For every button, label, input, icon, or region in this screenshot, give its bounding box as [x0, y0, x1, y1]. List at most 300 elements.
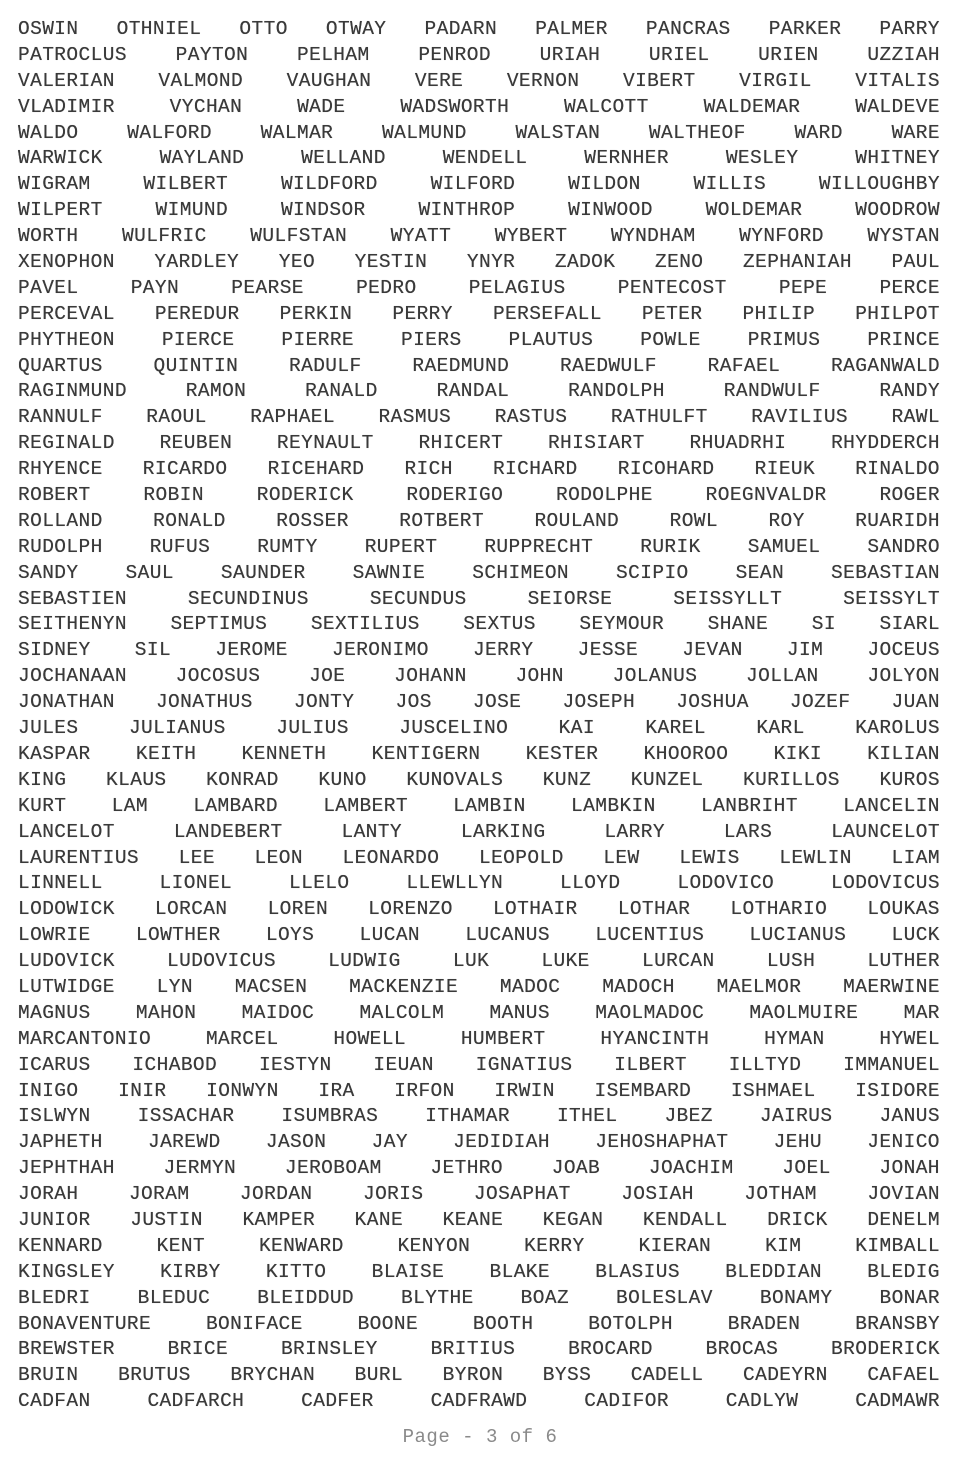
name-entry: LARS [723, 820, 773, 843]
name-line [18, 821, 940, 847]
name-entry: PLAUTUS [508, 328, 594, 351]
name-line [18, 96, 940, 122]
name-entry: JORAH [18, 1183, 79, 1206]
name-entry: KARL [756, 717, 805, 740]
name-entry: QUINTIN [153, 354, 239, 377]
name-entry: JAY [371, 1131, 408, 1154]
name-entry: LUCIANUS [749, 924, 847, 947]
name-line [18, 432, 940, 458]
name-line [18, 1338, 940, 1364]
name-entry: KERRY [524, 1234, 585, 1257]
name-line [18, 1028, 940, 1054]
name-line [18, 743, 940, 769]
name-line [18, 70, 940, 96]
name-entry: RICOHARD [617, 458, 715, 481]
name-entry: LORENZO [368, 898, 453, 921]
name-entry: KENT [156, 1234, 206, 1257]
name-entry: WAYLAND [159, 147, 245, 170]
name-entry: MARCANTONIO [18, 1027, 152, 1050]
name-entry: KURILLOS [743, 768, 840, 791]
name-entry: MAOLMUIRE [749, 1001, 859, 1024]
name-entry: UZZIAH [867, 43, 940, 66]
name-entry: PARRY [879, 18, 940, 40]
name-line [18, 355, 940, 381]
name-entry: RURIK [640, 535, 701, 558]
name-line [18, 588, 940, 614]
name-entry: INIGO [18, 1079, 79, 1102]
name-entry: JORIS [362, 1183, 424, 1206]
name-entry: ILBERT [614, 1053, 687, 1076]
name-entry: BOAZ [520, 1286, 570, 1309]
name-entry: CADMAWR [855, 1390, 940, 1413]
name-entry: VERE [414, 69, 464, 92]
name-entry: WILDFORD [280, 173, 378, 196]
name-entry: POWLE [640, 328, 701, 351]
name-entry: PEREDUR [154, 302, 240, 325]
name-entry: WELLAND [301, 147, 386, 170]
name-entry: VIBERT [622, 69, 696, 92]
name-entry: WYNFORD [739, 225, 824, 248]
name-entry: INIR [118, 1079, 167, 1102]
name-entry: MALCOLM [359, 1001, 445, 1024]
name-entry: SEIORSE [527, 587, 613, 610]
name-entry: BOLESLAV [616, 1286, 713, 1309]
name-entry: SIL [134, 639, 172, 662]
name-entry: RAOUL [146, 406, 207, 429]
name-entry: VERNON [506, 69, 580, 92]
name-entry: BROCARD [568, 1338, 653, 1361]
name-entry: WALSTAN [515, 121, 601, 144]
name-entry: SI [811, 613, 836, 636]
name-entry: SCHIMEON [472, 561, 570, 584]
name-entry: LUTWIDGE [18, 975, 115, 998]
name-line [18, 122, 940, 148]
name-entry: RADULF [289, 354, 362, 377]
name-entry: ZADOK [554, 251, 616, 274]
name-entry: LARKING [460, 820, 546, 843]
name-entry: OTHNIEL [116, 18, 202, 40]
name-entry: PERKIN [279, 302, 353, 325]
name-entry: JEDIDIAH [453, 1131, 550, 1154]
name-entry: JAREWD [147, 1131, 221, 1154]
name-entry: SAMUEL [747, 535, 821, 558]
name-entry: KENNETH [241, 742, 327, 765]
name-entry: BRITIUS [430, 1338, 516, 1361]
name-entry: RANDY [879, 380, 940, 403]
name-entry: JOVIAN [867, 1183, 940, 1206]
name-entry: RAEDWULF [560, 354, 657, 377]
name-entry: JASON [265, 1131, 327, 1154]
name-entry: BREWSTER [18, 1338, 115, 1361]
name-entry: LAUNCELOT [831, 820, 940, 843]
name-line [18, 1054, 940, 1080]
name-entry: PERRY [392, 302, 453, 325]
name-entry: LYN [156, 975, 193, 998]
name-entry: LUDOVICK [18, 950, 115, 973]
name-entry: LOUKAS [867, 898, 940, 921]
name-entry: JANUS [879, 1105, 940, 1128]
name-entry: LEON [254, 846, 303, 869]
name-line [18, 1105, 940, 1131]
name-line [18, 406, 940, 432]
name-entry: KEGAN [542, 1208, 604, 1231]
name-line [18, 691, 940, 717]
name-entry: LARRY [604, 820, 665, 843]
name-entry: JEROBOAM [284, 1157, 382, 1180]
name-entry: WINTHROP [418, 199, 516, 222]
name-entry: ILLTYD [728, 1053, 802, 1076]
name-entry: IMMANUEL [843, 1053, 940, 1076]
name-entry: JEHOSHAPHAT [595, 1131, 729, 1154]
name-entry: PRIMUS [747, 328, 821, 351]
name-entry: KHOOROO [643, 742, 729, 765]
name-entry: BYSS [542, 1364, 592, 1387]
name-entry: JULIUS [276, 717, 349, 740]
name-entry: SEISSYLT [843, 587, 940, 610]
name-entry: JEROME [215, 639, 288, 662]
name-entry: KENTIGERN [371, 742, 481, 765]
name-entry: JBEZ [664, 1105, 713, 1128]
name-entry: KAMPER [242, 1208, 316, 1231]
name-entry: LUSH [766, 950, 816, 973]
name-entry: MADOC [499, 975, 561, 998]
name-entry: LODOWICK [18, 898, 115, 921]
name-entry: ROBERT [18, 484, 91, 507]
name-entry: MAOLMADOC [595, 1001, 705, 1024]
name-entry: DRICK [767, 1208, 828, 1231]
name-entry: JOACHIM [648, 1157, 734, 1180]
name-entry: HYWEL [879, 1027, 940, 1050]
name-entry: WALTHEOF [648, 121, 746, 144]
name-entry: SCIPIO [616, 561, 689, 584]
name-line [18, 1364, 940, 1390]
name-entry: JOCHANAAN [18, 665, 127, 688]
name-line [18, 1390, 940, 1416]
name-entry: PIERRE [281, 328, 355, 351]
name-line [18, 199, 940, 225]
name-entry: SAWNIE [352, 561, 426, 584]
name-entry: HYMAN [764, 1027, 825, 1050]
name-entry: LEONARDO [342, 846, 440, 869]
name-entry: RICH [404, 458, 453, 481]
name-entry: JUNIOR [18, 1208, 91, 1231]
name-line [18, 639, 940, 665]
name-entry: JOAB [551, 1157, 601, 1180]
name-entry: BOONE [357, 1312, 419, 1335]
name-entry: RUARIDH [855, 509, 940, 532]
name-entry: KANE [354, 1208, 404, 1231]
name-entry: LANCELIN [843, 794, 940, 817]
name-entry: YARDLEY [154, 251, 240, 274]
name-entry: URIAH [539, 43, 601, 66]
name-entry: RAGINMUND [18, 380, 127, 403]
name-entry: PHILPOT [855, 302, 940, 325]
name-entry: SECUNDINUS [187, 587, 309, 610]
name-entry: RASMUS [378, 406, 452, 429]
name-entry: CADIFOR [584, 1390, 669, 1413]
name-entry: JOEL [782, 1157, 831, 1180]
name-entry: PEDRO [356, 276, 417, 299]
name-entry: BLEDIG [867, 1260, 940, 1283]
name-entry: JERONIMO [331, 639, 429, 662]
name-entry: LAMBKIN [571, 794, 656, 817]
name-entry: SHANE [707, 613, 769, 636]
name-entry: REUBEN [159, 432, 233, 455]
name-line [18, 1235, 940, 1261]
name-entry: BOOTH [472, 1312, 534, 1335]
name-entry: JOTHAM [744, 1183, 817, 1206]
name-entry: SEXTUS [463, 613, 536, 636]
name-entry: SEBASTIAN [831, 561, 940, 584]
name-entry: KIMBALL [855, 1234, 940, 1257]
name-entry: WIGRAM [18, 173, 91, 196]
name-entry: ZEPHANIAH [743, 251, 852, 274]
name-entry: ISEMBARD [594, 1079, 692, 1102]
name-entry: REGINALD [18, 432, 115, 455]
name-entry: PENROD [418, 43, 491, 66]
name-line [18, 1261, 940, 1287]
name-line [18, 173, 940, 199]
name-entry: ISUMBRAS [281, 1105, 379, 1128]
name-entry: WULFRIC [122, 225, 207, 248]
name-entry: PARKER [768, 18, 842, 40]
name-entry: JERRY [472, 639, 534, 662]
name-entry: RUDOLPH [18, 535, 103, 558]
name-entry: PELAGIUS [468, 276, 566, 299]
name-line [18, 225, 940, 251]
name-entry: PAYTON [175, 43, 249, 66]
name-entry: RODOLPHE [555, 484, 653, 507]
name-entry: LAMBIN [453, 794, 526, 817]
name-entry: JULES [18, 717, 79, 740]
name-entry: PIERCE [161, 328, 235, 351]
name-entry: BRICE [167, 1338, 229, 1361]
name-entry: JOHANN [394, 665, 467, 688]
name-entry: RICARDO [142, 458, 228, 481]
name-entry: SEAN [735, 561, 785, 584]
name-line [18, 769, 940, 795]
name-entry: LOREN [267, 898, 329, 921]
name-entry: BONAR [879, 1286, 940, 1309]
name-entry: KAROLUS [855, 717, 940, 740]
name-entry: WIMUND [155, 199, 229, 222]
name-entry: WOODROW [855, 199, 940, 222]
name-entry: KESTER [525, 742, 599, 765]
name-line [18, 562, 940, 588]
name-line [18, 1287, 940, 1313]
name-entry: REYNAULT [276, 432, 374, 455]
name-entry: SIARL [879, 613, 940, 636]
name-entry: HUMBERT [460, 1027, 546, 1050]
name-entry: BLEIDDUD [257, 1286, 355, 1309]
name-entry: JEPHTHAH [18, 1157, 115, 1180]
name-entry: YESTIN [354, 251, 428, 274]
name-entry: PHYTHEON [18, 328, 115, 351]
name-entry: BLEDRI [18, 1286, 91, 1309]
name-entry: IGNATIUS [475, 1053, 573, 1076]
name-entry: JOZEF [789, 691, 851, 714]
name-entry: RIEUK [754, 458, 816, 481]
name-entry: LEW [603, 846, 640, 869]
name-line [18, 251, 940, 277]
name-line [18, 795, 940, 821]
name-entry: WULFSTAN [250, 225, 348, 248]
name-entry: ISSACHAR [137, 1105, 235, 1128]
name-entry: ICHABOD [132, 1053, 218, 1076]
name-entry: WILLIS [693, 173, 767, 196]
name-entry: JOE [309, 665, 346, 688]
name-entry: RAPHAEL [250, 406, 336, 429]
name-entry: KLAUS [106, 768, 167, 791]
name-entry: LIAM [891, 846, 940, 869]
name-entry: ROLLAND [18, 509, 103, 532]
name-entry: JULIANUS [128, 717, 226, 740]
name-entry: SEBASTIEN [18, 587, 127, 610]
name-entry: LOWRIE [18, 924, 91, 947]
name-entry: LUCANUS [465, 924, 550, 947]
name-entry: IEUAN [373, 1053, 434, 1076]
name-entry: BLAKE [489, 1260, 550, 1283]
name-entry: LLELO [289, 872, 350, 895]
name-entry: BONIFACE [205, 1312, 303, 1335]
name-entry: ROBIN [143, 484, 204, 507]
name-entry: WILDON [568, 173, 641, 196]
name-entry: SANDY [18, 561, 79, 584]
name-entry: WINWOOD [568, 199, 653, 222]
name-entry: WINDSOR [280, 199, 366, 222]
name-entry: WYBERT [494, 225, 568, 248]
name-entry: LANBRIHT [701, 794, 798, 817]
name-entry: LANTY [341, 820, 402, 843]
name-entry: PEPE [778, 276, 828, 299]
name-entry: JAIRUS [759, 1105, 833, 1128]
name-entry: BROCAS [705, 1338, 779, 1361]
name-entry: WALDEMAR [703, 95, 801, 118]
name-entry: RAWL [891, 406, 940, 429]
name-entry: CADFER [301, 1390, 374, 1413]
name-entry: BONAMY [759, 1286, 833, 1309]
name-line [18, 329, 940, 355]
name-entry: HYANCINTH [600, 1027, 710, 1050]
name-entry: JENICO [867, 1131, 940, 1154]
name-entry: BLEDDIAN [725, 1260, 823, 1283]
name-entry: WALMAR [260, 121, 334, 144]
name-entry: SAUL [125, 561, 174, 584]
name-line [18, 924, 940, 950]
name-entry: IRFON [394, 1079, 455, 1102]
name-entry: PALMER [535, 18, 608, 40]
name-entry: WILLOUGHBY [818, 173, 940, 196]
name-entry: LINNELL [18, 872, 103, 895]
name-entry: JOLYON [867, 665, 940, 688]
name-entry: LODOVICUS [831, 872, 940, 895]
name-line [18, 898, 940, 924]
name-entry: JOCEUS [867, 639, 940, 662]
name-entry: VALERIAN [18, 69, 115, 92]
name-entry: ITHAMAR [425, 1105, 510, 1128]
name-entry: RAGANWALD [831, 354, 940, 377]
name-entry: QUARTUS [18, 354, 103, 377]
name-entry: WALDO [18, 121, 79, 144]
name-entry: OSWIN [18, 18, 79, 40]
name-entry: LUCENTIUS [595, 924, 705, 947]
name-entry: JESSE [577, 639, 639, 662]
name-entry: LANCELOT [18, 820, 115, 843]
name-entry: ROY [768, 509, 805, 532]
name-entry: VAUGHAN [286, 69, 372, 92]
name-entry: WOLDEMAR [705, 199, 803, 222]
name-entry: WADSWORTH [400, 95, 510, 118]
name-entry: MAHON [135, 1001, 197, 1024]
name-entry: KING [18, 768, 67, 791]
name-entry: BLYTHE [401, 1286, 474, 1309]
name-entry: MACSEN [234, 975, 308, 998]
name-entry: RODERIGO [406, 484, 504, 507]
name-entry: VALMOND [158, 69, 244, 92]
name-entry: CADFARCH [147, 1390, 245, 1413]
name-line [18, 976, 940, 1002]
name-entry: RANDOLPH [568, 380, 665, 403]
name-line [18, 1080, 940, 1106]
name-entry: KAI [558, 717, 595, 740]
name-entry: PENTECOST [617, 276, 727, 299]
name-entry: OTWAY [325, 18, 387, 40]
name-entry: WERNHER [584, 147, 669, 170]
name-entry: LAMBARD [193, 794, 278, 817]
name-entry: MAIDOC [241, 1001, 315, 1024]
name-entry: PATROCLUS [18, 43, 127, 66]
name-entry: PIERS [401, 328, 462, 351]
name-entry: SEXTILIUS [310, 613, 420, 636]
name-entry: KIERAN [638, 1234, 712, 1257]
name-entry: KUNO [318, 768, 367, 791]
name-line [18, 613, 940, 639]
name-entry: LLOYD [560, 872, 621, 895]
name-entry: RAMON [185, 380, 247, 403]
name-entry: RHUADRHI [689, 432, 787, 455]
name-entry: WENDELL [442, 147, 528, 170]
name-entry: CADELL [630, 1364, 704, 1387]
name-entry: RUMTY [257, 535, 318, 558]
name-entry: SECUNDUS [369, 587, 467, 610]
name-entry: JONATHAN [18, 691, 115, 714]
name-entry: ITHEL [556, 1105, 618, 1128]
name-entry: KUNOVALS [406, 768, 504, 791]
name-entry: JOLLAN [746, 665, 819, 688]
name-entry: SEYMOUR [579, 613, 665, 636]
name-entry: RUPPRECHT [484, 535, 594, 558]
name-entry: MANUS [489, 1001, 550, 1024]
name-entry: MADOCH [602, 975, 675, 998]
name-entry: JOHN [515, 665, 564, 688]
name-entry: RANDAL [436, 380, 510, 403]
name-entry: RAFAEL [707, 354, 781, 377]
name-entry: RUFUS [149, 535, 211, 558]
name-entry: BRINSLEY [280, 1338, 378, 1361]
name-entry: CADFRAWD [430, 1390, 528, 1413]
name-line [18, 1002, 940, 1028]
name-entry: JETHRO [430, 1157, 504, 1180]
name-entry: LOTHARIO [730, 898, 828, 921]
name-entry: JEHU [773, 1131, 823, 1154]
name-entry: JUSTIN [130, 1208, 203, 1231]
name-entry: ZENO [654, 251, 704, 274]
name-entry: RICHARD [492, 458, 578, 481]
name-entry: ROTBERT [399, 509, 484, 532]
name-line [18, 484, 940, 510]
name-entry: BRUTUS [118, 1364, 191, 1387]
name-line [18, 44, 940, 70]
